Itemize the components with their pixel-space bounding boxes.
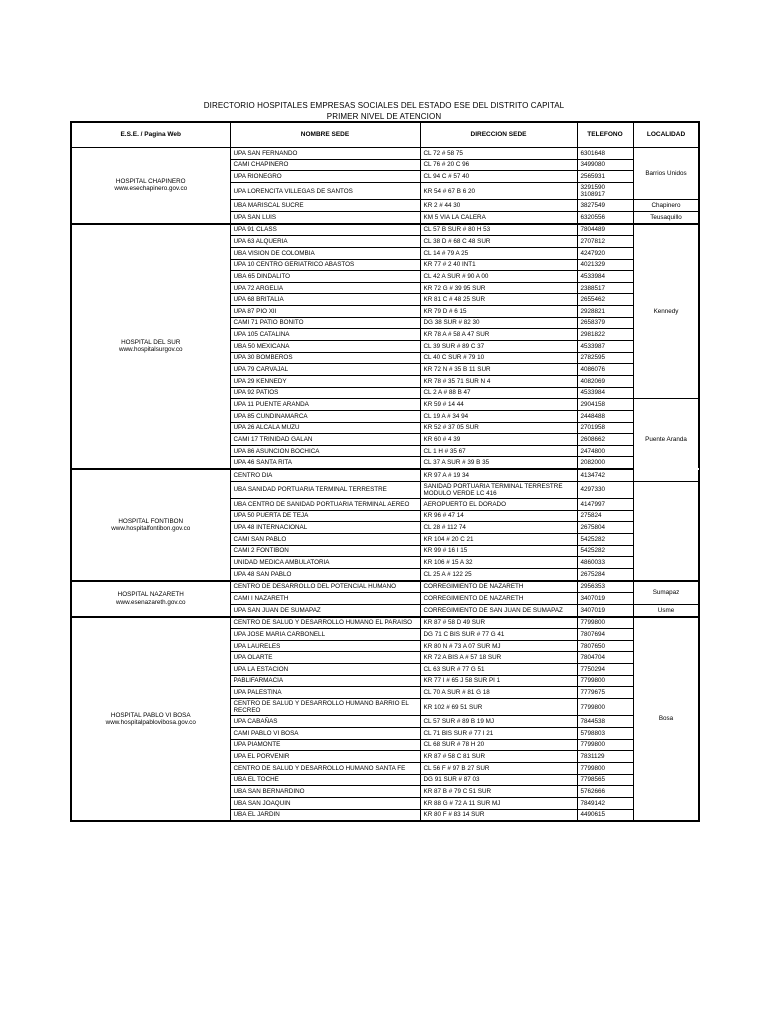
sede-address-cell: KR 77 # 2 40 INT1 (420, 259, 577, 271)
header-localidad: LOCALIDAD (633, 122, 699, 148)
sede-name-cell: UPA 68 BRITALIA (230, 294, 420, 306)
sede-address-cell: CL 2 A # 88 B 47 (420, 387, 577, 399)
header-telefono: TELEFONO (577, 122, 633, 148)
sede-phone-cell: 7804704 (577, 652, 633, 664)
sede-address-cell: KR 87 # 58 C 81 SUR (420, 751, 577, 763)
sede-address-cell: KR 99 # 16 I 15 (420, 545, 577, 557)
sede-phone-cell: 2904158 (577, 399, 633, 411)
sede-phone-cell: 3827549 (577, 200, 633, 212)
hospital-web-link[interactable]: www.hospitalpablovibosa.gov.co (105, 718, 196, 726)
sede-name-cell: UPA OLARTE (230, 652, 420, 664)
sede-address-cell: KR 87 B # 79 C 51 SUR (420, 786, 577, 798)
sede-phone-cell: 2608662 (577, 434, 633, 446)
sede-address-cell: CL 40 C SUR # 79 10 (420, 352, 577, 364)
sede-address-cell: KR 72 G # 39 95 SUR (420, 282, 577, 294)
sede-name-cell: UPA LORENCITA VILLEGAS DE SANTOS (230, 182, 420, 199)
sede-phone-cell: 7831129 (577, 751, 633, 763)
sede-name-cell: UPA JOSE MARIA CARBONELL (230, 629, 420, 641)
sede-name-cell: UBA MARISCAL SUCRE (230, 200, 420, 212)
sede-name-cell: CAMI 17 TRINIDAD GALAN (230, 434, 420, 446)
sede-name-cell: CENTRO DIA (230, 469, 420, 481)
sede-phone-cell: 6301648 (577, 148, 633, 160)
sede-phone-cell: 4021329 (577, 259, 633, 271)
sede-phone-cell: 4490615 (577, 809, 633, 821)
sede-name-cell: UBA EL TOCHE (230, 774, 420, 786)
sede-phone-cell: 4297330 (577, 481, 633, 498)
sede-name-cell: UPA RIONEGRO (230, 171, 420, 183)
hospital-name: HOSPITAL CHAPINERO (115, 178, 186, 186)
sede-address-cell: SANIDAD PORTUARIA TERMINAL TERRESTRE MODULO VERDE LC 416 (420, 481, 577, 498)
sede-address-cell: KR 81 C # 48 25 SUR (420, 294, 577, 306)
sede-address-cell: KR 77 I # 65 J 58 SUR PI 1 (420, 675, 577, 687)
sede-address-cell: CL 94 C # 57 40 (420, 171, 577, 183)
sede-phone-cell: 4533987 (577, 341, 633, 353)
hospital-web-link[interactable]: www.esenazareth.gov.co (115, 598, 186, 606)
sede-phone-cell: 3291590 3108917 (577, 182, 633, 199)
sede-name-cell: UPA 63 ALQUERIA (230, 236, 420, 248)
table-row (71, 581, 699, 593)
sede-address-cell: CL 28 # 112 74 (420, 522, 577, 534)
sede-name-cell: CAMI PABLO VI BOSA (230, 728, 420, 740)
sede-phone-cell: 2474800 (577, 445, 633, 457)
sede-phone-cell: 2388517 (577, 282, 633, 294)
ese-cell (71, 581, 230, 617)
sede-name-cell: UBA SAN BERNARDINO (230, 786, 420, 798)
sede-name-cell: UPA 87 PIO XII (230, 306, 420, 318)
sede-phone-cell: 3499080 (577, 159, 633, 171)
sede-address-cell: KM 5 VIA LA CALERA (420, 211, 577, 223)
sede-name-cell: UPA 105 CATALINA (230, 329, 420, 341)
sede-name-cell: UPA 26 ALCALA MUZU (230, 422, 420, 434)
localidad-cell: Sumapaz (633, 581, 699, 605)
sede-name-cell: UPA 29 KENNEDY (230, 375, 420, 387)
sede-phone-cell: 7807650 (577, 640, 633, 652)
sede-address-cell: KR 80 N # 73 A 07 SUR MJ (420, 640, 577, 652)
sede-phone-cell: 7804489 (577, 224, 633, 236)
sede-phone-cell: 2675804 (577, 522, 633, 534)
hospital-name: HOSPITAL NAZARETH (117, 591, 184, 599)
sede-name-cell: UPA SAN LUIS (230, 211, 420, 223)
sede-address-cell: KR 54 # 67 B 6 20 (420, 182, 577, 199)
sede-phone-cell: 2675284 (577, 568, 633, 580)
sede-phone-cell: 2655462 (577, 294, 633, 306)
sede-address-cell: CL 19 A # 34 94 (420, 410, 577, 422)
table-row (71, 617, 699, 629)
sede-address-cell: KR 97 A # 19 34 (420, 469, 577, 481)
sede-address-cell: KR 87 # 58 D 49 SUR (420, 617, 577, 629)
sede-name-cell: CENTRO DE SALUD Y DESARROLLO HUMANO EL PARAISO (230, 617, 420, 629)
sede-phone-cell: 7844538 (577, 716, 633, 728)
sede-name-cell: CENTRO DE SALUD Y DESARROLLO HUMANO SANTA FE (230, 762, 420, 774)
ese-cell (71, 224, 230, 469)
ese-cell (71, 469, 230, 581)
sede-name-cell: UPA 48 INTERNACIONAL (230, 522, 420, 534)
sede-address-cell: KR 59 # 14 44 (420, 399, 577, 411)
sede-address-cell: CL 57 SUR # 89 B 19 MJ (420, 716, 577, 728)
sede-address-cell: CORREGIMIENTO DE NAZARETH (420, 581, 577, 593)
sede-address-cell: DG 38 SUR # 82 30 (420, 317, 577, 329)
sede-name-cell: PABLIFARMACIA (230, 675, 420, 687)
sede-phone-cell: 7807694 (577, 629, 633, 641)
sede-address-cell: KR 60 # 4 39 (420, 434, 577, 446)
sede-address-cell: KR 102 # 69 51 SUR (420, 699, 577, 716)
sede-name-cell: UBA EL JARDIN (230, 809, 420, 821)
ese-cell (71, 617, 230, 822)
hospital-name: HOSPITAL FONTIBON (118, 517, 184, 525)
sede-name-cell: UPA PIAMONTE (230, 739, 420, 751)
sede-phone-cell: 7799800 (577, 617, 633, 629)
sede-address-cell: KR 72 N # 35 B 11 SUR (420, 364, 577, 376)
sede-name-cell: UPA SAN JUAN DE SUMAPAZ (230, 604, 420, 616)
hospital-directory-table (70, 121, 700, 822)
sede-phone-cell: 4533984 (577, 271, 633, 283)
sede-name-cell: CAMI 2 FONTIBON (230, 545, 420, 557)
sede-address-cell: CL 39 SUR # 89 C 37 (420, 341, 577, 353)
sede-phone-cell: 4134742 (577, 469, 633, 481)
sede-phone-cell: 4086076 (577, 364, 633, 376)
sede-name-cell: UPA 85 CUNDINAMARCA (230, 410, 420, 422)
sede-address-cell: CL 70 A SUR # 81 G 18 (420, 687, 577, 699)
sede-name-cell: CAMI I NAZARETH (230, 593, 420, 605)
sede-address-cell: CL 38 D # 68 C 48 SUR (420, 236, 577, 248)
localidad-cell: Barrios Unidos (633, 148, 699, 200)
localidad-cell: Kennedy (633, 224, 699, 399)
sede-address-cell: CORREGIMIENTO DE SAN JUAN DE SUMAPAZ (420, 604, 577, 616)
sede-phone-cell: 2448488 (577, 410, 633, 422)
sede-address-cell: CL 57 B SUR # 80 H 53 (420, 224, 577, 236)
sede-address-cell: CL 14 # 79 A 25 (420, 247, 577, 259)
sede-address-cell: CL 25 A # 122 25 (420, 568, 577, 580)
sede-phone-cell: 7779675 (577, 687, 633, 699)
table-row (71, 148, 699, 160)
sede-phone-cell: 2956353 (577, 581, 633, 593)
sede-name-cell: UPA 10 CENTRO GERIATRICO ABASTOS (230, 259, 420, 271)
localidad-cell: Chapinero (633, 200, 699, 212)
sede-name-cell: UBA SANIDAD PORTUARIA TERMINAL TERRESTRE (230, 481, 420, 498)
sede-address-cell: CL 37 A SUR # 39 B 35 (420, 457, 577, 469)
sede-phone-cell: 4147997 (577, 499, 633, 511)
sede-address-cell: KR 72 A BIS A # 57 18 SUR (420, 652, 577, 664)
sede-address-cell: KR 78 # 35 71 SUR N 4 (420, 375, 577, 387)
sede-name-cell: UBA 65 DINDALITO (230, 271, 420, 283)
sede-name-cell: UPA 79 CARVAJAL (230, 364, 420, 376)
sede-address-cell: CL 63 SUR # 77 G 51 (420, 664, 577, 676)
sede-address-cell: CL 42 A SUR # 90 A 00 (420, 271, 577, 283)
sede-address-cell: KR 78 A # 58 A 47 SUR (420, 329, 577, 341)
sede-name-cell: UPA 48 SAN PABLO (230, 568, 420, 580)
sede-phone-cell: 7750294 (577, 664, 633, 676)
sede-name-cell: UBA SAN JOAQUIN (230, 797, 420, 809)
sede-address-cell: DG 91 SUR # 87 03 (420, 774, 577, 786)
sede-name-cell: UPA LA ESTACION (230, 664, 420, 676)
sede-phone-cell: 7799800 (577, 675, 633, 687)
sede-phone-cell: 5425282 (577, 534, 633, 546)
sede-phone-cell: 4860033 (577, 557, 633, 569)
hospital-web-link[interactable]: www.hospitalsurgov.co (118, 346, 183, 354)
sede-phone-cell: 3407019 (577, 604, 633, 616)
sede-address-cell: KR 2 # 44 30 (420, 200, 577, 212)
sede-phone-cell: 2658379 (577, 317, 633, 329)
sede-phone-cell: 5425282 (577, 545, 633, 557)
sede-name-cell: UPA 91 CLASS (230, 224, 420, 236)
sede-name-cell: UPA PALESTINA (230, 687, 420, 699)
sede-address-cell: AEROPUERTO EL DORADO (420, 499, 577, 511)
sede-phone-cell: 7798565 (577, 774, 633, 786)
sede-phone-cell: 2082000 (577, 457, 633, 469)
sede-phone-cell: 2701958 (577, 422, 633, 434)
sede-address-cell: CL 1 H # 35 67 (420, 445, 577, 457)
sede-phone-cell: 2928821 (577, 306, 633, 318)
sede-phone-cell: 5762666 (577, 786, 633, 798)
sede-name-cell: UPA 46 SANTA RITA (230, 457, 420, 469)
sede-address-cell: KR 104 # 20 C 21 (420, 534, 577, 546)
sede-address-cell: KR 106 # 15 A 32 (420, 557, 577, 569)
sede-phone-cell: 3407019 (577, 593, 633, 605)
table-row (71, 469, 699, 481)
sede-name-cell: CENTRO DE SALUD Y DESARROLLO HUMANO BARRIO EL RECREO (230, 699, 420, 716)
hospital-name: HOSPITAL PABLO VI BOSA (110, 711, 191, 719)
sede-phone-cell: 275824 (577, 510, 633, 522)
header-direccion-sede: DIRECCION SEDE (420, 122, 577, 148)
localidad-cell: Usme (633, 604, 699, 616)
sede-address-cell: CL 71 BIS SUR # 77 I 21 (420, 728, 577, 740)
sede-phone-cell: 2782595 (577, 352, 633, 364)
sede-name-cell: UPA 86 ASUNCION BOCHICA (230, 445, 420, 457)
header-ese: E.S.E. / Pagina Web (71, 122, 230, 148)
sede-name-cell: CAMI SAN PABLO (230, 534, 420, 546)
sede-address-cell: KR 52 # 37 05 SUR (420, 422, 577, 434)
sede-address-cell: CORREGIMIENTO DE NAZARETH (420, 593, 577, 605)
sede-name-cell: UPA 11 PUENTE ARANDA (230, 399, 420, 411)
sede-name-cell: UNIDAD MEDICA AMBULATORIA (230, 557, 420, 569)
sede-name-cell: CENTRO DE DESARROLLO DEL POTENCIAL HUMANO (230, 581, 420, 593)
header-row (71, 122, 699, 148)
sede-phone-cell: 2707812 (577, 236, 633, 248)
directory-body (71, 148, 699, 822)
sede-phone-cell: 7799800 (577, 762, 633, 774)
sede-name-cell: UPA 72 ARGELIA (230, 282, 420, 294)
sede-address-cell: CL 68 SUR # 78 H 20 (420, 739, 577, 751)
sede-phone-cell: 7799800 (577, 699, 633, 716)
sede-address-cell: KR 88 G # 72 A 11 SUR MJ (420, 797, 577, 809)
localidad-cell: Bosa (633, 617, 699, 822)
sede-name-cell: UBA CENTRO DE SANIDAD PORTUARIA TERMINAL AEREO (230, 499, 420, 511)
sede-address-cell: KR 79 D # 6 15 (420, 306, 577, 318)
header-nombre-sede: NOMBRE SEDE (230, 122, 420, 148)
sede-address-cell: DG 71 C BIS SUR # 77 G 41 (420, 629, 577, 641)
sede-address-cell: KR 96 # 47 14 (420, 510, 577, 522)
localidad-cell: Teusaquillo (633, 211, 699, 223)
sede-phone-cell: 5798803 (577, 728, 633, 740)
document-title: DIRECTORIO HOSPITALES EMPRESAS SOCIALES DEL ESTADO ESE DEL DISTRITO CAPITAL (203, 101, 565, 110)
localidad-cell: Puente Aranda (633, 399, 699, 481)
sede-phone-cell: 4533984 (577, 387, 633, 399)
sede-name-cell: UPA LAURELES (230, 640, 420, 652)
sede-phone-cell: 2565931 (577, 171, 633, 183)
sede-address-cell: KR 80 F # 83 14 SUR (420, 809, 577, 821)
sede-phone-cell: 2981822 (577, 329, 633, 341)
sede-name-cell: UPA 50 PUERTA DE TEJA (230, 510, 420, 522)
sede-phone-cell: 6320556 (577, 211, 633, 223)
sede-phone-cell: 4247920 (577, 247, 633, 259)
sede-name-cell: UPA 92 PATIOS (230, 387, 420, 399)
sede-name-cell: UPA CABAÑAS (230, 716, 420, 728)
sede-phone-cell: 4082069 (577, 375, 633, 387)
ese-cell (71, 148, 230, 224)
hospital-web-link[interactable]: www.esechapinero.gov.co (114, 185, 188, 193)
sede-address-cell: CL 76 # 20 C 96 (420, 159, 577, 171)
sede-name-cell: UPA EL PORVENIR (230, 751, 420, 763)
sede-name-cell: UBA VISION DE COLOMBIA (230, 247, 420, 259)
sede-name-cell: CAMI CHAPINERO (230, 159, 420, 171)
sede-address-cell: CL 56 F # 97 B 27 SUR (420, 762, 577, 774)
hospital-web-link[interactable]: www.hospitalfontibon.gov.co (111, 524, 191, 532)
sede-phone-cell: 7799800 (577, 739, 633, 751)
hospital-name: HOSPITAL DEL SUR (121, 339, 181, 347)
sede-address-cell: CL 72 # 58 75 (420, 148, 577, 160)
sede-name-cell: UBA 50 MEXICANA (230, 341, 420, 353)
document-subtitle: PRIMER NIVEL DE ATENCION (326, 112, 442, 121)
document-title-block (70, 100, 698, 122)
sede-name-cell: CAMI 71 PATIO BONITO (230, 317, 420, 329)
sede-name-cell: UPA SAN FERNANDO (230, 148, 420, 160)
table-row (71, 224, 699, 236)
sede-name-cell: UPA 30 BOMBEROS (230, 352, 420, 364)
sede-phone-cell: 7849142 (577, 797, 633, 809)
